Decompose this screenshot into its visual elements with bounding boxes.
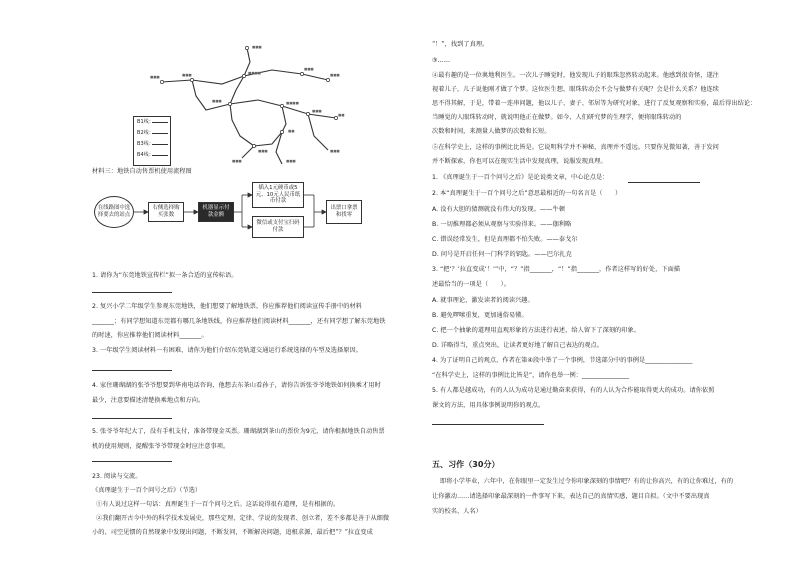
svg-text:■■■: ■■■ [304, 67, 314, 71]
flow-end: 出票口拿票和找零 [326, 200, 362, 224]
r-q2-option-a[interactable]: A. 没有大胆的猜测就没有伟大的发现。——牛顿 [432, 206, 565, 213]
r-q2-option-d[interactable]: D. 问号是开启任何一门科学的钥匙。——巴尔扎克 [432, 251, 572, 258]
article-para-5-line2: 并不断探索，你也可以在现实生活中发现真理，说服发现真理。 [432, 158, 607, 165]
svg-text:■■■: ■■■ [330, 149, 340, 153]
svg-text:■■: ■■ [288, 129, 295, 133]
section-5-heading: 五、习作（30分） [432, 460, 500, 469]
article-para-4-line4: 当睡觉的人眼珠转动时，就说明他正在做梦。如今，人们研究梦的生理学，便将眼珠转动的 [432, 114, 682, 121]
answer-line-1[interactable] [92, 292, 172, 293]
question-5-line2: 机的使用规则，提醒张爷爷带现金时应注意事项。 [92, 443, 230, 450]
r-q3-option-a[interactable]: A. 就事理论，激发读者的阅读兴趣。 [432, 297, 534, 304]
article-para-5-line1: ⑤在科学史上，这样的事例比比皆是。它说明科学并不神秘，真理并不遥远。只要你见微知著，善于发问 [432, 144, 719, 151]
r-question-5-line1: 5. 有人都是越成功，有的人认为成功是通过勤奋来获得，有的人认为合作能取得更大的成功。请你依照 [432, 387, 715, 394]
svg-text:■■: ■■ [338, 113, 345, 117]
flowchart [92, 182, 382, 244]
question-4-line2: 最少，注意要描述清楚换乘地点和方向。 [92, 397, 205, 404]
r-question-3-line2: 述最恰当的一项是（ ）。 [432, 281, 510, 288]
svg-text:■■■: ■■■ [150, 75, 160, 79]
flow-step3: 机器显示付款金额 [198, 202, 234, 222]
svg-text:■■■: ■■■ [330, 73, 340, 77]
flow-arrows [92, 182, 382, 244]
question-2-line1: 2. 复兴小学二年级学生参观东莞地铁，他们想要了解地铁票，你应推荐他们阅读宣传手册中的材料 [92, 303, 362, 310]
r-q3-option-d[interactable]: D. 详略得当，重点突出，让读者更好地了解自己表达的观点。 [432, 342, 604, 349]
question-5-line1: 5. 张爷爷年纪大了，没有手机支付，准备带现金买票。珊瑚湖到茶山的票价为9元，请你根据地铁自动售票 [92, 428, 385, 435]
svg-text:■■■: ■■■ [182, 73, 192, 77]
flow-branch-top: 插入1元硬币或5元、10元人民币纸币付款 [252, 182, 304, 208]
svg-text:■■■■: ■■■■ [248, 71, 261, 75]
legend-b4: B4线： [137, 152, 154, 158]
question-3: 3. 一年级学生阅读材料一有困难，请你为他们介绍东莞轨道交通运行系统选择的车型及选择原因。 [92, 347, 362, 354]
svg-text:■■■: ■■■ [286, 159, 296, 163]
svg-text:■■■: ■■■ [212, 99, 222, 103]
r-answer-line-5[interactable] [432, 424, 544, 425]
flow-start: 在线路图中选择要去的站点 [94, 196, 134, 228]
essay-prompt-line1: 即将小学毕业，六年中，在你眼里一定发生过令你印象深刻的事情吧？有的让你高兴，有的让你难过，有的 [440, 478, 734, 485]
essay-prompt-line2: 让你激动……请选择印象最深刻的一件事写下来，表达自己的真情实感，题目自拟。（文中不要出现真 [432, 493, 710, 500]
article-para-2-line2: 小的、司空见惯的自然现象中发现出问题，不断发问，不断解决问题，追根求源，最后把“？”拉直变成 [92, 529, 373, 536]
legend-b2: B2线： [137, 130, 154, 136]
material-caption: 材料三：地铁自动售票机使用流程图 [92, 168, 192, 175]
article-para-3: ③…… [432, 57, 451, 64]
article-title: 《真理诞生于一百个问号之后》（节选） [92, 487, 202, 494]
question-23: 23. 阅读与交流。 [92, 473, 142, 480]
legend-b1: B1线： [137, 119, 154, 125]
article-para-2-line1: ②我们翻开古今中外的科学技术发展史，那些定理、定律、学说的发现者、创立者，差不多都是善于从细微 [96, 515, 390, 522]
essay-prompt-line3: 实的校名、人名） [432, 508, 482, 515]
answer-line-4[interactable] [92, 418, 172, 419]
svg-text:■■■: ■■■ [312, 109, 322, 113]
question-2-line3: 的时速，你应推荐他们阅读材料_______。 [92, 332, 208, 339]
svg-text:■■■: ■■■ [258, 149, 268, 153]
answer-line-5[interactable] [92, 461, 172, 462]
article-para-4-line1: ④最有趣的是一位奥地利医生。一次儿子睡觉时，他发现儿子的眼珠忽然转动起来。他感到很奇怪，遂注 [432, 72, 719, 79]
flow-branch-bottom: 微信或支付宝扫码付款 [252, 216, 304, 238]
question-4-line1: 4. 家住珊瑚湖的张爷爷想要到华南电话咨询，他想去东茶山看孙子，请你告诉张爷爷地铁如何换乘才用时 [92, 382, 381, 389]
r-q2-option-c[interactable]: C. 错误经常发生，但是真理都不怕失败。——泰戈尔 [432, 236, 578, 243]
r-question-5-line2: 课文的方法，用具体事例说明你的观点。 [432, 402, 545, 409]
article-para-4-line3: 思不得其解，于是，带着一连串问题，他以儿子、妻子、邻居等为研究对象，进行了反复观察和实验，最后得出结论： [432, 100, 757, 107]
r-q3-option-b[interactable]: B. 避免啰嗦重复，更加通俗易懂。 [432, 312, 528, 319]
r-question-2: 2. 本“真理诞生于一百个问号之后”意思最相近的一句名言是（ ） [432, 190, 622, 197]
r-question-3-line1: 3. “把‘？’拉直变成‘！’”中，“？”指_______，“！”指_______，作者这样写的好处，下面描 [432, 266, 681, 273]
article-para-4-line2: 视着儿子，儿子说他刚才做了个梦。这位医生想，眼珠转动会不会与做梦有关呢？会是什么关系？他连续 [432, 86, 719, 93]
flow-step2: 右侧选择购买张数 [148, 202, 184, 222]
r-question-4-line1: 4. 为了证明自己的观点，作者在第④段中举了一个事例，节选部分中的事例是_______________ [432, 357, 693, 364]
article-para-2-end: “！”，找到了真理。 [432, 41, 489, 48]
answer-line-3[interactable] [92, 370, 172, 371]
r-question-1: 1. 《真理诞生于一百个问号之后》是论说类文章，中心论点是： [432, 174, 609, 181]
article-para-4-line5: 次数和时间，来测量人做梦的次数和长短。 [432, 128, 551, 135]
svg-text:■■■: ■■■ [232, 159, 242, 163]
r-question-4-line2: “在科学史上，这样的事例比比皆是”，请你也举一例：_______________ [432, 372, 630, 379]
question-1: 1. 请你为“东莞地铁宣传栏”拟一条合适的宣传标语。 [92, 272, 238, 279]
legend-b3: B3线： [137, 141, 154, 147]
svg-text:■■■■: ■■■■ [286, 101, 299, 105]
r-answer-line-1[interactable] [628, 182, 700, 183]
map-legend [133, 116, 171, 166]
svg-text:■■■: ■■■ [252, 45, 262, 49]
r-q3-option-c[interactable]: C. 把一个抽象的道理用直观形象的方法进行表述，给人留下了深刻的印象。 [432, 327, 641, 334]
r-q2-option-b[interactable]: B. 一切推理都必须从观察与实验得来。——伽利略 [432, 221, 572, 228]
article-para-1: ①有人说过这样一句话：真理诞生于一百个问号之后。这话说得很有道理，是有根据的。 [96, 501, 340, 508]
question-2-line2: _______；有同学想知道东莞都有哪几条地铁线，你应推荐他们阅读材料_______，还有同学想了解东莞地铁 [92, 318, 386, 325]
